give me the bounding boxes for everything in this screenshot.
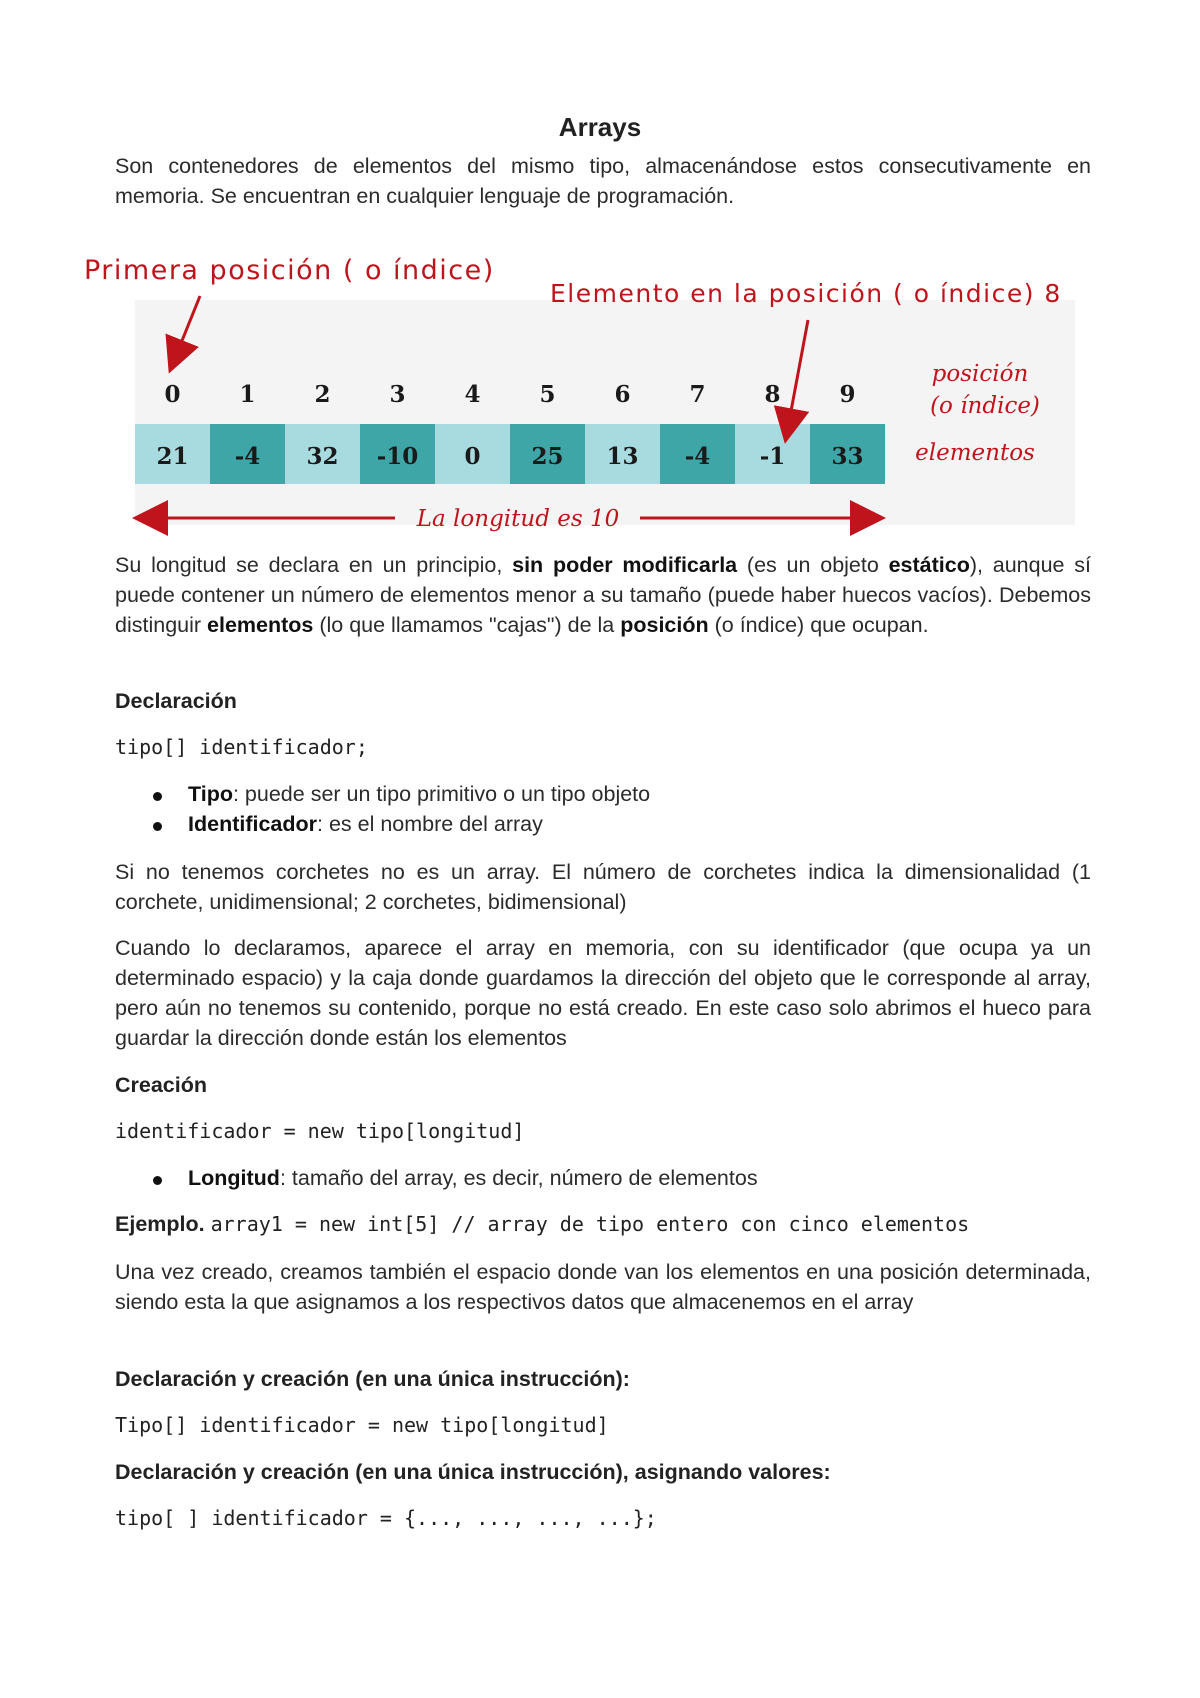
page-title: Arrays [558,112,642,142]
decl-create-values-code: tipo[ ] identificador = {..., ..., ..., ...}; [115,1506,657,1530]
array-index-label: 8 [764,381,781,408]
array-element-value: 21 [156,443,189,470]
length-text-1: Su longitud se declara en un principio, [115,553,513,577]
array-index-label: 6 [614,381,631,408]
length-text-5: (o índice) que ocupan. [708,613,929,637]
array-element-value: 0 [464,443,481,470]
length-bold-3: elementos [207,613,314,637]
length-text-2: (es un objeto [737,553,889,577]
length-bold-4: posición [620,613,709,637]
declaration-code: tipo[] identificador; [115,735,368,759]
array-element-value: -10 [376,443,419,470]
brackets-paragraph: Si no tenemos corchetes no es un array. El número de corchetes indica la dimensionalidad (1 corchete, unidimensional; 2 corchetes, bidimensional) [115,860,1091,914]
decl-create-heading: Declaración y creación (en una única instrucción): [115,1367,630,1391]
length-label: La longitud es 10 [416,506,620,532]
creation-heading: Creación [115,1073,208,1097]
created-paragraph: Una vez creado, creamos también el espacio donde van los elementos en una posición determinada, siendo esta la que asignamos a los respectivos datos que almacenemos en el array [115,1260,1091,1314]
decl-create-values-heading: Declaración y creación (en una única instrucción), asignando valores: [115,1460,831,1484]
array-index-label: 1 [239,381,256,408]
array-index-label: 3 [389,381,406,408]
array-element-value: 13 [606,443,639,470]
array-element-value: 33 [831,443,864,470]
first-position-label: Primera posición ( o índice) [84,255,495,286]
length-text-3: ), aunque sí puede contener un número de elementos menor a su tamaño (puede haber huecos vacíos). Debemos distinguir [115,553,1091,637]
length-bold-1: sin poder modificarla [512,553,738,577]
bullet-dot [153,792,162,801]
array-element-value: 25 [531,443,564,470]
element-at-position-label: Elemento en la posición ( o índice) 8 [550,279,1062,308]
intro-paragraph: Son contenedores de elementos del mismo tipo, almacenándose estos consecutivamente en memoria. Se encuentran en cualquier lenguaje de programación. [115,154,1091,208]
creation-code: identificador = new tipo[longitud] [115,1119,525,1143]
side-label-position: posición [931,361,1029,387]
bullet-dot [153,1176,162,1185]
array-index-label: 4 [464,381,481,408]
decl-create-code: Tipo[] identificador = new tipo[longitud] [115,1413,609,1437]
array-index-label: 2 [314,381,331,408]
bullet-longitud-text: : tamaño del array, es decir, número de elementos [279,1166,758,1190]
length-bold-2: estático [888,553,970,577]
array-index-label: 7 [689,381,706,408]
array-index-label: 9 [839,381,856,408]
bullet-identificador-text: : es el nombre del array [317,812,543,836]
bullet-tipo-text: : puede ser un tipo primitivo o un tipo objeto [232,782,651,806]
array-element-value: -4 [234,443,261,470]
length-paragraph [115,550,1091,640]
side-label-index: (o índice) [930,393,1040,419]
array-index-label: 0 [164,381,181,408]
array-diagram [0,245,1200,545]
declare-paragraph: Cuando lo declaramos, aparece el array en memoria, con su identificador (que ocupa ya un determinado espacio) y la caja donde guardamos la dirección del objeto que le corresponde al array, pero aún no tenemos su contenido, porque no está creado. En este caso solo abrimos el hueco para guardar la dirección donde están los elementos [115,936,1091,1050]
bullet-identificador-bold: Identificador [188,812,318,836]
array-index-label: 5 [539,381,556,408]
bullet-longitud-bold: Longitud [188,1166,280,1190]
example-code: array1 = new int[5] // array de tipo entero con cinco elementos [210,1212,970,1236]
side-label-elements: elementos [915,440,1035,466]
declaration-heading: Declaración [115,689,237,713]
array-element-value: -4 [684,443,711,470]
bullet-dot [153,822,162,831]
length-text-4: (lo que llamamos "cajas") de la [313,613,621,637]
array-element-value: -1 [759,443,786,470]
example-line [115,1212,969,1237]
example-label: Ejemplo. [115,1212,205,1236]
array-element-value: 32 [306,443,339,470]
bullet-tipo-bold: Tipo [188,782,233,806]
